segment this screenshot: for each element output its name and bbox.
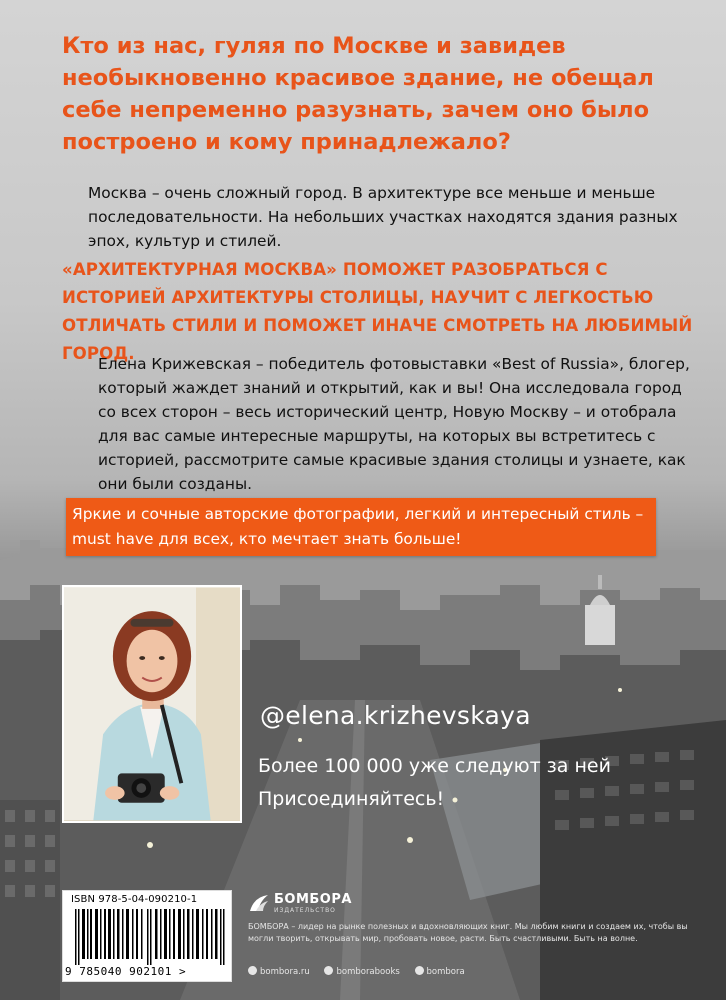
vk-icon	[415, 966, 424, 975]
author-bio: Елена Крижевская – победитель фотовыставки «Best of Russia», блогер, который жаждет знаний и открытий, как и вы! Она исследовала город со всех сторон – весь исторический центр, Новую Москву – и отобрала для вас самые интересные маршруты, на которых вы встретитесь с историей, рассмотрите самые красивые здания столицы и узнаете, как они были созданы.	[98, 355, 690, 493]
social-link[interactable]: bombora.ru	[248, 965, 310, 979]
lead-question: Кто из нас, гуляя по Москве и завидев необыкновенно красивое здание, не обещал себе непременно разузнать, зачем оно было построено и кому принадлежало?	[62, 33, 654, 155]
author-photo	[62, 585, 242, 823]
publisher-logo	[248, 891, 352, 919]
author-handle: @elena.krizhevskaya	[260, 701, 531, 730]
followers-text	[258, 750, 718, 816]
publisher-name: БОМБОРА	[274, 892, 352, 907]
social-link[interactable]: bomborabooks	[324, 965, 399, 979]
publisher-subtitle: ИЗДАТЕЛЬСТВО	[274, 907, 336, 914]
intro-paragraph: Москва – очень сложный город. В архитектуре все меньше и меньше последовательности. На небольших участках находятся здания разных эпох, культур и стилей.	[88, 184, 678, 250]
social-link[interactable]: bombora	[415, 965, 465, 979]
highlight-banner	[66, 498, 656, 556]
barcode-digits: 9 785040 902101 >	[65, 965, 187, 978]
bombora-logo-icon	[248, 891, 270, 913]
isbn-number: ISBN 978-5-04-090210-1	[71, 894, 198, 905]
instagram-icon	[324, 966, 333, 975]
barcode-icon	[75, 909, 225, 965]
followers-count-text: Более 100 000 уже следуют за ней	[258, 755, 611, 777]
book-promise-caps: «АРХИТЕКТУРНАЯ МОСКВА» ПОМОЖЕТ РАЗОБРАТЬСЯ С ИСТОРИЕЙ АРХИТЕКТУРЫ СТОЛИЦЫ, НАУЧИТ С ЛЕГКОСТЬЮ ОТЛИЧАТЬ СТИЛИ И ПОМОЖЕТ ИНАЧЕ СМОТРЕТЬ НА ЛЮБИМЫЙ ГОРОД.	[62, 260, 693, 363]
publisher-socials	[248, 965, 477, 979]
highlight-text: Яркие и сочные авторские фотографии, легкий и интересный стиль – must have для всех, кто мечтает знать больше!	[72, 505, 644, 548]
publisher-description: БОМБОРА – лидер на рынке полезных и вдохновляющих книг. Мы любим книги и создаем их, чтобы вы могли творить, открывать мир, пробовать новое, расти. Быть счастливыми. Быть на волне.	[248, 922, 688, 943]
globe-icon	[248, 966, 257, 975]
author-portrait-illustration	[64, 587, 240, 821]
barcode-box	[62, 890, 232, 982]
join-text: Присоединяйтесь!	[258, 788, 445, 810]
